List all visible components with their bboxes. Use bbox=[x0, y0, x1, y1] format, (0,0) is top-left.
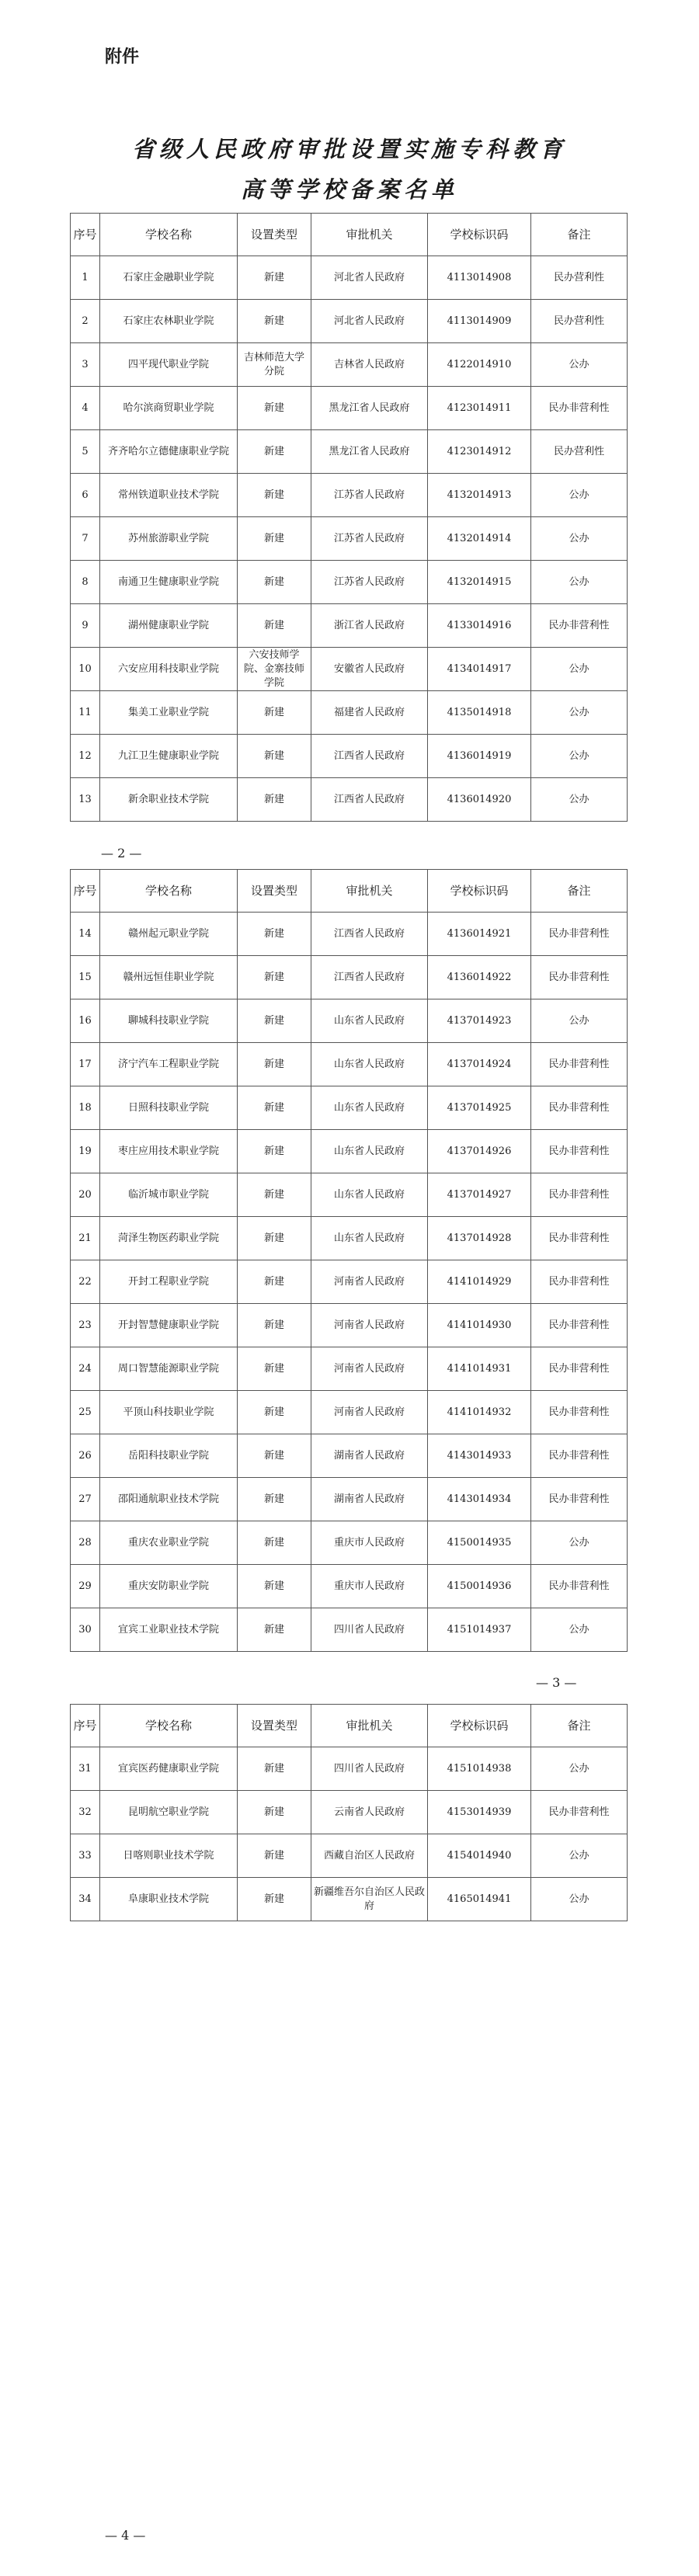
approval-authority: 山东省人民政府 bbox=[311, 1043, 428, 1086]
row-number: 32 bbox=[71, 1791, 100, 1834]
approval-authority: 山东省人民政府 bbox=[311, 1173, 428, 1217]
row-number: 30 bbox=[71, 1608, 100, 1652]
approval-authority: 重庆市人民政府 bbox=[311, 1565, 428, 1608]
school-name: 昆明航空职业学院 bbox=[100, 1791, 238, 1834]
row-number: 12 bbox=[71, 735, 100, 778]
approval-authority: 福建省人民政府 bbox=[311, 691, 428, 735]
row-number: 33 bbox=[71, 1834, 100, 1878]
table-row bbox=[71, 691, 628, 735]
school-name: 阜康职业技术学院 bbox=[100, 1878, 238, 1921]
header-approval-authority: 审批机关 bbox=[311, 214, 428, 256]
table-row bbox=[71, 735, 628, 778]
remark: 公办 bbox=[531, 999, 628, 1043]
page-number: — 4 — bbox=[105, 2528, 146, 2543]
school-name: 平顶山科技职业学院 bbox=[100, 1391, 238, 1434]
school-code: 4122014910 bbox=[428, 343, 531, 387]
setup-type: 新建 bbox=[238, 604, 311, 648]
table-header-row bbox=[71, 870, 628, 913]
remark: 民办非营利性 bbox=[531, 1791, 628, 1834]
approval-authority: 重庆市人民政府 bbox=[311, 1521, 428, 1565]
remark: 民办非营利性 bbox=[531, 387, 628, 430]
setup-type: 新建 bbox=[238, 387, 311, 430]
school-code: 4151014938 bbox=[428, 1747, 531, 1791]
row-number: 13 bbox=[71, 778, 100, 822]
remark: 民办非营利性 bbox=[531, 1347, 628, 1391]
setup-type: 新建 bbox=[238, 561, 311, 604]
school-name: 哈尔滨商贸职业学院 bbox=[100, 387, 238, 430]
table-row bbox=[71, 1747, 628, 1791]
remark: 民办非营利性 bbox=[531, 1391, 628, 1434]
remark: 公办 bbox=[531, 1608, 628, 1652]
approval-authority: 河北省人民政府 bbox=[311, 256, 428, 300]
setup-type: 新建 bbox=[238, 1834, 311, 1878]
school-code: 4136014920 bbox=[428, 778, 531, 822]
school-name: 邵阳通航职业技术学院 bbox=[100, 1478, 238, 1521]
school-code: 4153014939 bbox=[428, 1791, 531, 1834]
header-school-name: 学校名称 bbox=[100, 214, 238, 256]
approval-authority: 新疆维吾尔自治区人民政府 bbox=[311, 1878, 428, 1921]
table-row bbox=[71, 1130, 628, 1173]
table-row bbox=[71, 604, 628, 648]
approval-authority: 河南省人民政府 bbox=[311, 1260, 428, 1304]
school-name: 赣州起元职业学院 bbox=[100, 913, 238, 956]
school-name: 六安应用科技职业学院 bbox=[100, 648, 238, 691]
table-row bbox=[71, 474, 628, 517]
approval-authority: 江西省人民政府 bbox=[311, 735, 428, 778]
setup-type: 新建 bbox=[238, 999, 311, 1043]
approval-authority: 湖南省人民政府 bbox=[311, 1434, 428, 1478]
approval-authority: 河南省人民政府 bbox=[311, 1304, 428, 1347]
remark: 公办 bbox=[531, 691, 628, 735]
school-table-page1 bbox=[70, 213, 628, 822]
setup-type: 新建 bbox=[238, 691, 311, 735]
approval-authority: 吉林省人民政府 bbox=[311, 343, 428, 387]
school-name: 重庆农业职业学院 bbox=[100, 1521, 238, 1565]
approval-authority: 浙江省人民政府 bbox=[311, 604, 428, 648]
school-code: 4137014928 bbox=[428, 1217, 531, 1260]
table-row bbox=[71, 1834, 628, 1878]
table-row bbox=[71, 1173, 628, 1217]
school-code: 4137014926 bbox=[428, 1130, 531, 1173]
approval-authority: 山东省人民政府 bbox=[311, 1130, 428, 1173]
remark: 民办非营利性 bbox=[531, 1260, 628, 1304]
remark: 民办营利性 bbox=[531, 256, 628, 300]
setup-type: 新建 bbox=[238, 1260, 311, 1304]
remark: 公办 bbox=[531, 648, 628, 691]
row-number: 20 bbox=[71, 1173, 100, 1217]
header-setup-type: 设置类型 bbox=[238, 1705, 311, 1747]
row-number: 7 bbox=[71, 517, 100, 561]
setup-type: 新建 bbox=[238, 1478, 311, 1521]
school-name: 开封智慧健康职业学院 bbox=[100, 1304, 238, 1347]
setup-type: 新建 bbox=[238, 430, 311, 474]
table-row bbox=[71, 430, 628, 474]
approval-authority: 四川省人民政府 bbox=[311, 1747, 428, 1791]
row-number: 28 bbox=[71, 1521, 100, 1565]
school-code: 4141014929 bbox=[428, 1260, 531, 1304]
approval-authority: 云南省人民政府 bbox=[311, 1791, 428, 1834]
school-name: 九江卫生健康职业学院 bbox=[100, 735, 238, 778]
school-name: 开封工程职业学院 bbox=[100, 1260, 238, 1304]
setup-type: 新建 bbox=[238, 1086, 311, 1130]
remark: 公办 bbox=[531, 517, 628, 561]
remark: 民办非营利性 bbox=[531, 1130, 628, 1173]
school-code: 4123014912 bbox=[428, 430, 531, 474]
row-number: 23 bbox=[71, 1304, 100, 1347]
school-code: 4137014925 bbox=[428, 1086, 531, 1130]
school-code: 4137014923 bbox=[428, 999, 531, 1043]
remark: 公办 bbox=[531, 1521, 628, 1565]
row-number: 21 bbox=[71, 1217, 100, 1260]
table-row bbox=[71, 1260, 628, 1304]
table-row bbox=[71, 1521, 628, 1565]
table-row bbox=[71, 956, 628, 999]
school-code: 4141014930 bbox=[428, 1304, 531, 1347]
school-code: 4132014915 bbox=[428, 561, 531, 604]
row-number: 18 bbox=[71, 1086, 100, 1130]
school-name: 苏州旅游职业学院 bbox=[100, 517, 238, 561]
school-name: 济宁汽车工程职业学院 bbox=[100, 1043, 238, 1086]
setup-type: 新建 bbox=[238, 1791, 311, 1834]
header-setup-type: 设置类型 bbox=[238, 870, 311, 913]
school-name: 临沂城市职业学院 bbox=[100, 1173, 238, 1217]
row-number: 17 bbox=[71, 1043, 100, 1086]
remark: 民办非营利性 bbox=[531, 1478, 628, 1521]
row-number: 24 bbox=[71, 1347, 100, 1391]
school-code: 4137014927 bbox=[428, 1173, 531, 1217]
school-name: 岳阳科技职业学院 bbox=[100, 1434, 238, 1478]
header-approval-authority: 审批机关 bbox=[311, 1705, 428, 1747]
school-code: 4141014932 bbox=[428, 1391, 531, 1434]
table-row bbox=[71, 1217, 628, 1260]
school-name: 齐齐哈尔立德健康职业学院 bbox=[100, 430, 238, 474]
header-school-code: 学校标识码 bbox=[428, 214, 531, 256]
remark: 民办非营利性 bbox=[531, 604, 628, 648]
remark: 民办非营利性 bbox=[531, 913, 628, 956]
remark: 公办 bbox=[531, 1747, 628, 1791]
approval-authority: 河南省人民政府 bbox=[311, 1347, 428, 1391]
school-name: 新余职业技术学院 bbox=[100, 778, 238, 822]
table-row bbox=[71, 1478, 628, 1521]
row-number: 3 bbox=[71, 343, 100, 387]
approval-authority: 江西省人民政府 bbox=[311, 956, 428, 999]
approval-authority: 四川省人民政府 bbox=[311, 1608, 428, 1652]
approval-authority: 西藏自治区人民政府 bbox=[311, 1834, 428, 1878]
school-table-page2 bbox=[70, 869, 628, 1652]
document-title-line1: 省级人民政府审批设置实施专科教育 bbox=[131, 136, 567, 162]
remark: 公办 bbox=[531, 778, 628, 822]
header-school-name: 学校名称 bbox=[100, 870, 238, 913]
row-number: 27 bbox=[71, 1478, 100, 1521]
page-number: — 2 — bbox=[101, 846, 142, 860]
school-name: 周口智慧能源职业学院 bbox=[100, 1347, 238, 1391]
setup-type: 新建 bbox=[238, 517, 311, 561]
header-setup-type: 设置类型 bbox=[238, 214, 311, 256]
school-name: 宜宾工业职业技术学院 bbox=[100, 1608, 238, 1652]
school-name: 枣庄应用技术职业学院 bbox=[100, 1130, 238, 1173]
school-name: 宜宾医药健康职业学院 bbox=[100, 1747, 238, 1791]
school-code: 4113014908 bbox=[428, 256, 531, 300]
school-code: 4136014919 bbox=[428, 735, 531, 778]
school-name: 石家庄农林职业学院 bbox=[100, 300, 238, 343]
school-code: 4154014940 bbox=[428, 1834, 531, 1878]
remark: 民办非营利性 bbox=[531, 1434, 628, 1478]
row-number: 22 bbox=[71, 1260, 100, 1304]
row-number: 19 bbox=[71, 1130, 100, 1173]
row-number: 1 bbox=[71, 256, 100, 300]
row-number: 29 bbox=[71, 1565, 100, 1608]
table-row bbox=[71, 913, 628, 956]
header-remark: 备注 bbox=[531, 1705, 628, 1747]
table-row bbox=[71, 1347, 628, 1391]
approval-authority: 山东省人民政府 bbox=[311, 1217, 428, 1260]
header-number: 序号 bbox=[71, 1705, 100, 1747]
table-header-row bbox=[71, 214, 628, 256]
setup-type: 新建 bbox=[238, 1043, 311, 1086]
setup-type: 新建 bbox=[238, 1434, 311, 1478]
table-row bbox=[71, 1791, 628, 1834]
table-row bbox=[71, 1086, 628, 1130]
approval-authority: 江苏省人民政府 bbox=[311, 561, 428, 604]
header-number: 序号 bbox=[71, 870, 100, 913]
header-school-code: 学校标识码 bbox=[428, 1705, 531, 1747]
school-name: 常州铁道职业技术学院 bbox=[100, 474, 238, 517]
school-name: 菏泽生物医药职业学院 bbox=[100, 1217, 238, 1260]
remark: 民办营利性 bbox=[531, 430, 628, 474]
table-row bbox=[71, 1043, 628, 1086]
school-name: 重庆安防职业学院 bbox=[100, 1565, 238, 1608]
setup-type: 新建 bbox=[238, 1173, 311, 1217]
setup-type: 六安技师学院、金寨技师学院 bbox=[238, 648, 311, 691]
setup-type: 新建 bbox=[238, 1391, 311, 1434]
row-number: 4 bbox=[71, 387, 100, 430]
approval-authority: 黑龙江省人民政府 bbox=[311, 430, 428, 474]
attachment-label: 附件 bbox=[105, 47, 140, 67]
table-row bbox=[71, 1608, 628, 1652]
table-row bbox=[71, 343, 628, 387]
school-code: 4136014921 bbox=[428, 913, 531, 956]
school-code: 4134014917 bbox=[428, 648, 531, 691]
remark: 民办非营利性 bbox=[531, 1304, 628, 1347]
table-header-row bbox=[71, 1705, 628, 1747]
setup-type: 新建 bbox=[238, 735, 311, 778]
school-name: 集美工业职业学院 bbox=[100, 691, 238, 735]
setup-type: 吉林师范大学分院 bbox=[238, 343, 311, 387]
school-code: 4133014916 bbox=[428, 604, 531, 648]
approval-authority: 山东省人民政府 bbox=[311, 999, 428, 1043]
table-row bbox=[71, 517, 628, 561]
row-number: 31 bbox=[71, 1747, 100, 1791]
row-number: 9 bbox=[71, 604, 100, 648]
setup-type: 新建 bbox=[238, 1565, 311, 1608]
row-number: 6 bbox=[71, 474, 100, 517]
setup-type: 新建 bbox=[238, 1347, 311, 1391]
school-name: 聊城科技职业学院 bbox=[100, 999, 238, 1043]
row-number: 11 bbox=[71, 691, 100, 735]
row-number: 15 bbox=[71, 956, 100, 999]
row-number: 25 bbox=[71, 1391, 100, 1434]
header-approval-authority: 审批机关 bbox=[311, 870, 428, 913]
table-row bbox=[71, 256, 628, 300]
approval-authority: 黑龙江省人民政府 bbox=[311, 387, 428, 430]
school-code: 4150014936 bbox=[428, 1565, 531, 1608]
row-number: 2 bbox=[71, 300, 100, 343]
remark: 民办营利性 bbox=[531, 300, 628, 343]
school-name: 日照科技职业学院 bbox=[100, 1086, 238, 1130]
remark: 民办非营利性 bbox=[531, 956, 628, 999]
row-number: 14 bbox=[71, 913, 100, 956]
approval-authority: 河北省人民政府 bbox=[311, 300, 428, 343]
setup-type: 新建 bbox=[238, 1521, 311, 1565]
setup-type: 新建 bbox=[238, 1217, 311, 1260]
row-number: 10 bbox=[71, 648, 100, 691]
row-number: 8 bbox=[71, 561, 100, 604]
school-code: 4151014937 bbox=[428, 1608, 531, 1652]
header-school-code: 学校标识码 bbox=[428, 870, 531, 913]
setup-type: 新建 bbox=[238, 1747, 311, 1791]
header-school-name: 学校名称 bbox=[100, 1705, 238, 1747]
approval-authority: 江苏省人民政府 bbox=[311, 517, 428, 561]
school-code: 4132014914 bbox=[428, 517, 531, 561]
remark: 民办非营利性 bbox=[531, 1043, 628, 1086]
table-row bbox=[71, 1304, 628, 1347]
approval-authority: 山东省人民政府 bbox=[311, 1086, 428, 1130]
remark: 民办非营利性 bbox=[531, 1173, 628, 1217]
remark: 公办 bbox=[531, 561, 628, 604]
row-number: 34 bbox=[71, 1878, 100, 1921]
school-table-page3 bbox=[70, 1704, 628, 1921]
setup-type: 新建 bbox=[238, 1304, 311, 1347]
row-number: 16 bbox=[71, 999, 100, 1043]
table-row bbox=[71, 648, 628, 691]
table-row bbox=[71, 1391, 628, 1434]
approval-authority: 河南省人民政府 bbox=[311, 1391, 428, 1434]
table-row bbox=[71, 387, 628, 430]
setup-type: 新建 bbox=[238, 1608, 311, 1652]
remark: 公办 bbox=[531, 1878, 628, 1921]
setup-type: 新建 bbox=[238, 256, 311, 300]
header-remark: 备注 bbox=[531, 214, 628, 256]
page-number: — 3 — bbox=[536, 1675, 577, 1690]
table-row bbox=[71, 1878, 628, 1921]
approval-authority: 湖南省人民政府 bbox=[311, 1478, 428, 1521]
school-name: 赣州远恒佳职业学院 bbox=[100, 956, 238, 999]
table-row bbox=[71, 1434, 628, 1478]
school-code: 4143014933 bbox=[428, 1434, 531, 1478]
school-name: 南通卫生健康职业学院 bbox=[100, 561, 238, 604]
table-row bbox=[71, 300, 628, 343]
table-row bbox=[71, 999, 628, 1043]
setup-type: 新建 bbox=[238, 300, 311, 343]
table-row bbox=[71, 778, 628, 822]
approval-authority: 江西省人民政府 bbox=[311, 778, 428, 822]
setup-type: 新建 bbox=[238, 1130, 311, 1173]
approval-authority: 江西省人民政府 bbox=[311, 913, 428, 956]
school-code: 4165014941 bbox=[428, 1878, 531, 1921]
setup-type: 新建 bbox=[238, 778, 311, 822]
school-code: 4132014913 bbox=[428, 474, 531, 517]
row-number: 26 bbox=[71, 1434, 100, 1478]
school-code: 4137014924 bbox=[428, 1043, 531, 1086]
setup-type: 新建 bbox=[238, 956, 311, 999]
remark: 民办非营利性 bbox=[531, 1086, 628, 1130]
school-code: 4150014935 bbox=[428, 1521, 531, 1565]
school-code: 4123014911 bbox=[428, 387, 531, 430]
school-code: 4135014918 bbox=[428, 691, 531, 735]
school-name: 四平现代职业学院 bbox=[100, 343, 238, 387]
remark: 民办非营利性 bbox=[531, 1565, 628, 1608]
remark: 公办 bbox=[531, 474, 628, 517]
remark: 民办非营利性 bbox=[531, 1217, 628, 1260]
setup-type: 新建 bbox=[238, 913, 311, 956]
header-remark: 备注 bbox=[531, 870, 628, 913]
school-code: 4141014931 bbox=[428, 1347, 531, 1391]
school-name: 日喀则职业技术学院 bbox=[100, 1834, 238, 1878]
setup-type: 新建 bbox=[238, 474, 311, 517]
remark: 公办 bbox=[531, 1834, 628, 1878]
approval-authority: 江苏省人民政府 bbox=[311, 474, 428, 517]
school-name: 石家庄金融职业学院 bbox=[100, 256, 238, 300]
school-name: 湖州健康职业学院 bbox=[100, 604, 238, 648]
remark: 公办 bbox=[531, 735, 628, 778]
remark: 公办 bbox=[531, 343, 628, 387]
setup-type: 新建 bbox=[238, 1878, 311, 1921]
school-code: 4143014934 bbox=[428, 1478, 531, 1521]
school-code: 4136014922 bbox=[428, 956, 531, 999]
table-row bbox=[71, 1565, 628, 1608]
school-code: 4113014909 bbox=[428, 300, 531, 343]
document-title-line2: 高等学校备案名单 bbox=[240, 176, 458, 203]
approval-authority: 安徽省人民政府 bbox=[311, 648, 428, 691]
header-number: 序号 bbox=[71, 214, 100, 256]
row-number: 5 bbox=[71, 430, 100, 474]
table-row bbox=[71, 561, 628, 604]
